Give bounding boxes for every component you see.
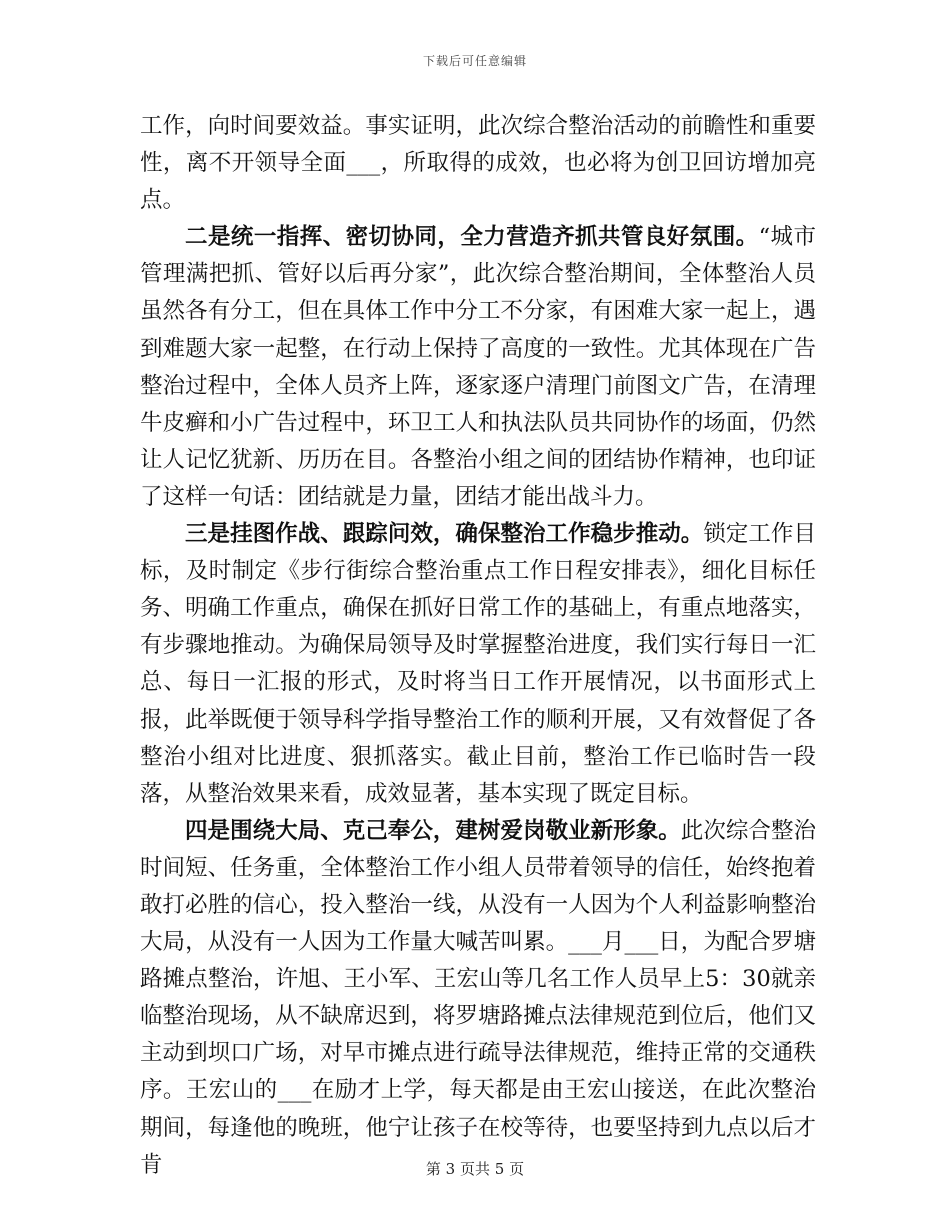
paragraph-lead: 二是统一指挥、密切协同，全力营造齐抓共管良好氛围。 bbox=[185, 224, 759, 251]
paragraph-text: 锁定工作目标，及时制定《步行街综合整治重点工作日程安排表》，细化目标任务、明确工作重点，确保在抓好日常工作的基础上，有重点地落实，有步骤地推动。为确保局领导及时掌握整治进度，我们实行每日一汇总、每日一汇报的形式，及时将当日工作开展情况，以书面形式上报，此举既便于领导科学指导整治工作的顺利开展，又有效督促了各整治小组对比进度、狠抓落实。截止目前，整治工作已临时告一段落，从整治效果来看，成效显著，基本实现了既定目标。 bbox=[140, 521, 816, 807]
paragraph-lead: 三是挂图作战、跟踪问效，确保整治工作稳步推动。 bbox=[185, 521, 704, 548]
document-body bbox=[140, 108, 816, 1184]
page-header: 下载后可任意编辑 bbox=[422, 54, 527, 68]
paragraph-lead: 四是围绕大局、克己奉公，建树爱岗敬业新形象。 bbox=[185, 817, 681, 844]
paragraph-point-three bbox=[140, 516, 816, 813]
paragraph-text: “城市管理满把抓、管好以后再分家”，此次综合整治期间，全体整治人员虽然各有分工，但在具体工作中分工不分家，有困难大家一起上，遇到难题大家一起整，在行动上保持了高度的一致性。尤其体现在广告整治过程中，全体人员齐上阵，逐家逐户清理门前图文广告，在清理牛皮癣和小广告过程中，环卫工人和执法队员共同协作的场面，仍然让人记忆犹新、历历在目。各整治小组之间的团结协作精神，也印证了这样一句话：团结就是力量，团结才能出战斗力。 bbox=[140, 224, 816, 510]
paragraph-text: 此次综合整治时间短、任务重，全体整治工作小组人员带着领导的信任，始终抱着敢打必胜的信心，投入整治一线，从没有一人因为个人利益影响整治大局，从没有一人因为工作量大喊苦叫累。___月___日，为配合罗塘路摊点整治，许旭、王小军、王宏山等几名工作人员早上5：30就亲临整治现场，从不缺席迟到，将罗塘路摊点法律规范到位后，他们又主动到坝口广场，对早市摊点进行疏导法律规范，维持正常的交通秩序。王宏山的___在励才上学，每天都是由王宏山接送，在此次整治期间，每逢他的晚班，他宁让孩子在校等待，也要坚持到九点以后才肯 bbox=[140, 817, 816, 1178]
paragraph-continuation bbox=[140, 108, 816, 219]
page-footer: 第 3 页共 5 页 bbox=[425, 1160, 525, 1178]
paragraph-point-two bbox=[140, 219, 816, 516]
paragraph-text: 工作，向时间要效益。事实证明，此次综合整治活动的前瞻性和重要性，离不开领导全面___，所取得的成效，也必将为创卫回访增加亮点。 bbox=[140, 113, 816, 214]
paragraph-point-four bbox=[140, 813, 816, 1184]
